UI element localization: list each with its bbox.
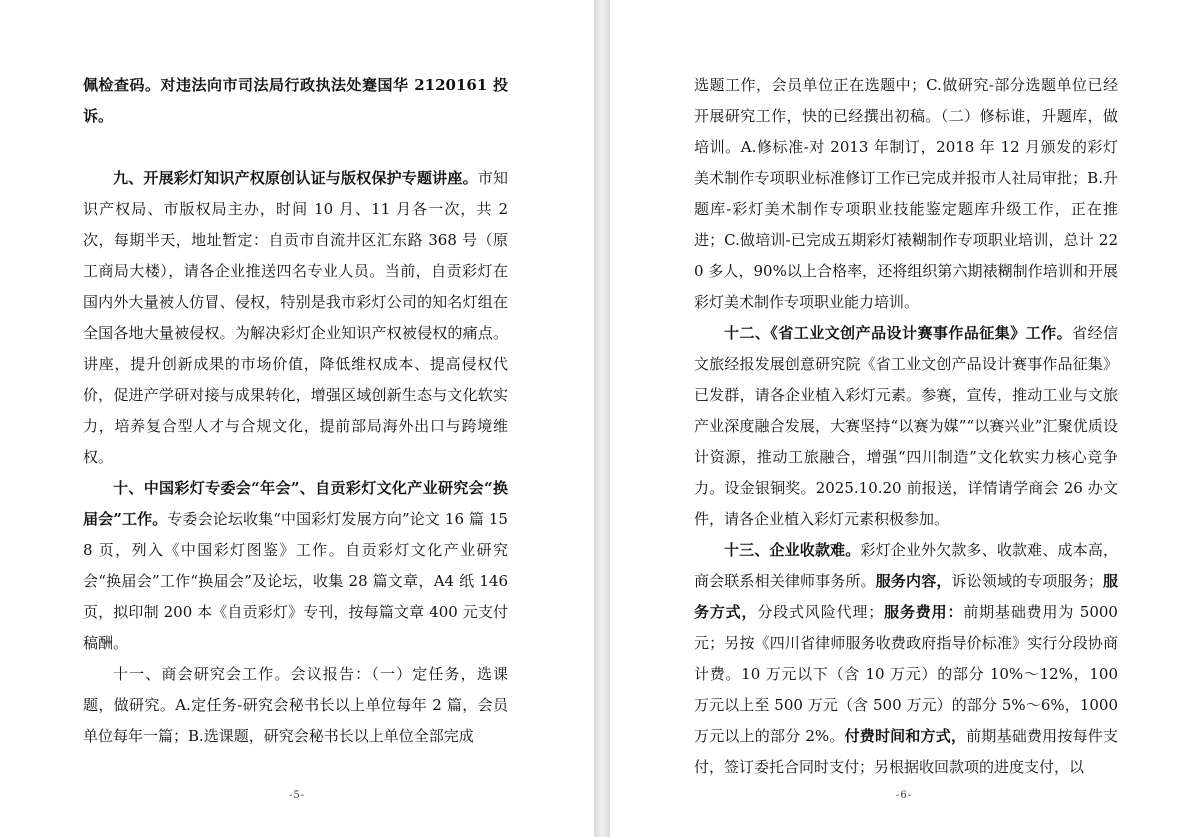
continued-paragraph-right: 选题工作，会员单位正在选题中；C.做研究-部分选题单位已经开展研究工作，快的已经撰出初稿。（二）修标谁，升题库，做培训。A.修标准-对 2013 年制订，2018 年 12 月颁发的彩灯美术制作专项职业标准修订工作已完成并报市人社局审批；B.升题库-彩灯美术制作专项职业技能鉴定题库升级工作，正在推进；C.做培训-已完成五期彩灯裱糊制作专项职业培训，总计 220 多人，90%以上合格率，还将组织第六期裱糊制作培训和开展彩灯美术制作专项职业能力培训。	[694, 76, 1118, 311]
section-12-heading: 十二、《省工业文创产品设计赛事作品征集》工作。	[724, 324, 1073, 342]
document-page-left	[0, 0, 594, 837]
section-13-intro: 彩灯企业外欠款多、收款难、成本高，商会联系相关律师事务所。	[694, 541, 1118, 590]
section-13	[694, 535, 1118, 783]
section-10-body: 专委会论坛收集“中国彩灯发展方向”论文 16 篇 158 页，列入《中国彩灯图鉴》工作。自贡彩灯文化产业研究会“换届会”工作“换届会”及论坛，收集 28 篇文章，A4 纸 146 页，拟印制 200 本《自贡彩灯》专刊，按每篇文章 400 元支付稿酬。	[83, 510, 508, 652]
page-number-left: -5-	[288, 790, 306, 801]
service-method: 分段式风险代理；	[757, 603, 884, 621]
payment-terms: 前期基础费用按每件支付，签订委托合同时支付；另根据收回款项的进度支付，以	[694, 727, 1118, 776]
payment-label: 付费时间和方式，	[844, 727, 967, 745]
page-gutter	[594, 0, 610, 837]
section-10-heading: 十、中国彩灯专委会“年会”、自贡彩灯文化产业研究会“换届会”工作。	[83, 479, 508, 528]
complaint-note: 佩检查码。对违法向市司法局行政执法处蹇国华 2120161 投诉。	[83, 76, 508, 125]
section-9-heading: 九、开展彩灯知识产权原创认证与版权保护专题讲座。	[113, 169, 478, 187]
service-content-label: 服务内容，	[875, 572, 952, 590]
service-fee: 前期基础费用为 5000 元；另按《四川省律师服务收费政府指导价标准》实行分段协商计费。10 万元以下（含 10 万元）的部分 10%～12%，100 万元以上至 500 万元（含 500 万元）的部分 5%～6%，1000 万元以上的部分 2%。	[694, 603, 1118, 745]
section-11	[83, 659, 508, 752]
section-11-body: 会议报告：（一）定任务，选课题，做研究。A.定任务-研究会秘书长以上单位每年 2 篇，会员单位每年一篇；B.选课题，研究会秘书长以上单位全部完成	[83, 665, 508, 745]
page-text-left	[83, 70, 508, 752]
section-13-heading: 十三、企业收款难。	[724, 541, 861, 559]
section-11-heading: 十一、商会研究会工作。	[113, 665, 291, 683]
section-9	[83, 163, 508, 473]
service-fee-label: 服务费用：	[883, 603, 964, 621]
section-12	[694, 318, 1118, 535]
service-content: 诉讼领域的专项服务；	[951, 572, 1103, 590]
page-number-right: -6-	[895, 790, 913, 801]
document-page-right	[610, 0, 1198, 837]
continued-paragraph-left	[83, 70, 508, 132]
service-method-label: 服务方式，	[694, 572, 1118, 621]
page-text-right	[694, 70, 1118, 783]
section-9-body: 市知识产权局、市版权局主办，时间 10 月、11 月各一次，共 2 次，每期半天，地址暂定：自贡市自流井区汇东路 368 号（原工商局大楼），请各企业推送四名专业人员。当前，自贡彩灯在国内外大量被人仿冒、侵权，特别是我市彩灯公司的知名灯组在全国各地大量被侵权。为解决彩灯企业知识产权被侵权的痛点。讲座，提升创新成果的市场价值，降低维权成本、提高侵权代价，促进产学研对接与成果转化，增强区域创新生态与文化软实力，培养复合型人才与合规文化，提前部局海外出口与跨境维权。	[83, 169, 508, 466]
section-10	[83, 473, 508, 659]
section-12-body: 省经信文旅经报发展创意研究院《省工业文创产品设计赛事作品征集》已发群，请各企业植入彩灯元素。参赛，宣传，推动工业与文旅产业深度融合发展，大赛坚持“以赛为媒”“以赛兴业”汇聚优质设计资源，推动工旅融合，增强“四川制造”文化软实力核心竞争力。设金银铜奖。2025.10.20 前报送，详情请学商会 26 办文件，请各企业植入彩灯元素积极参加。	[694, 324, 1118, 528]
